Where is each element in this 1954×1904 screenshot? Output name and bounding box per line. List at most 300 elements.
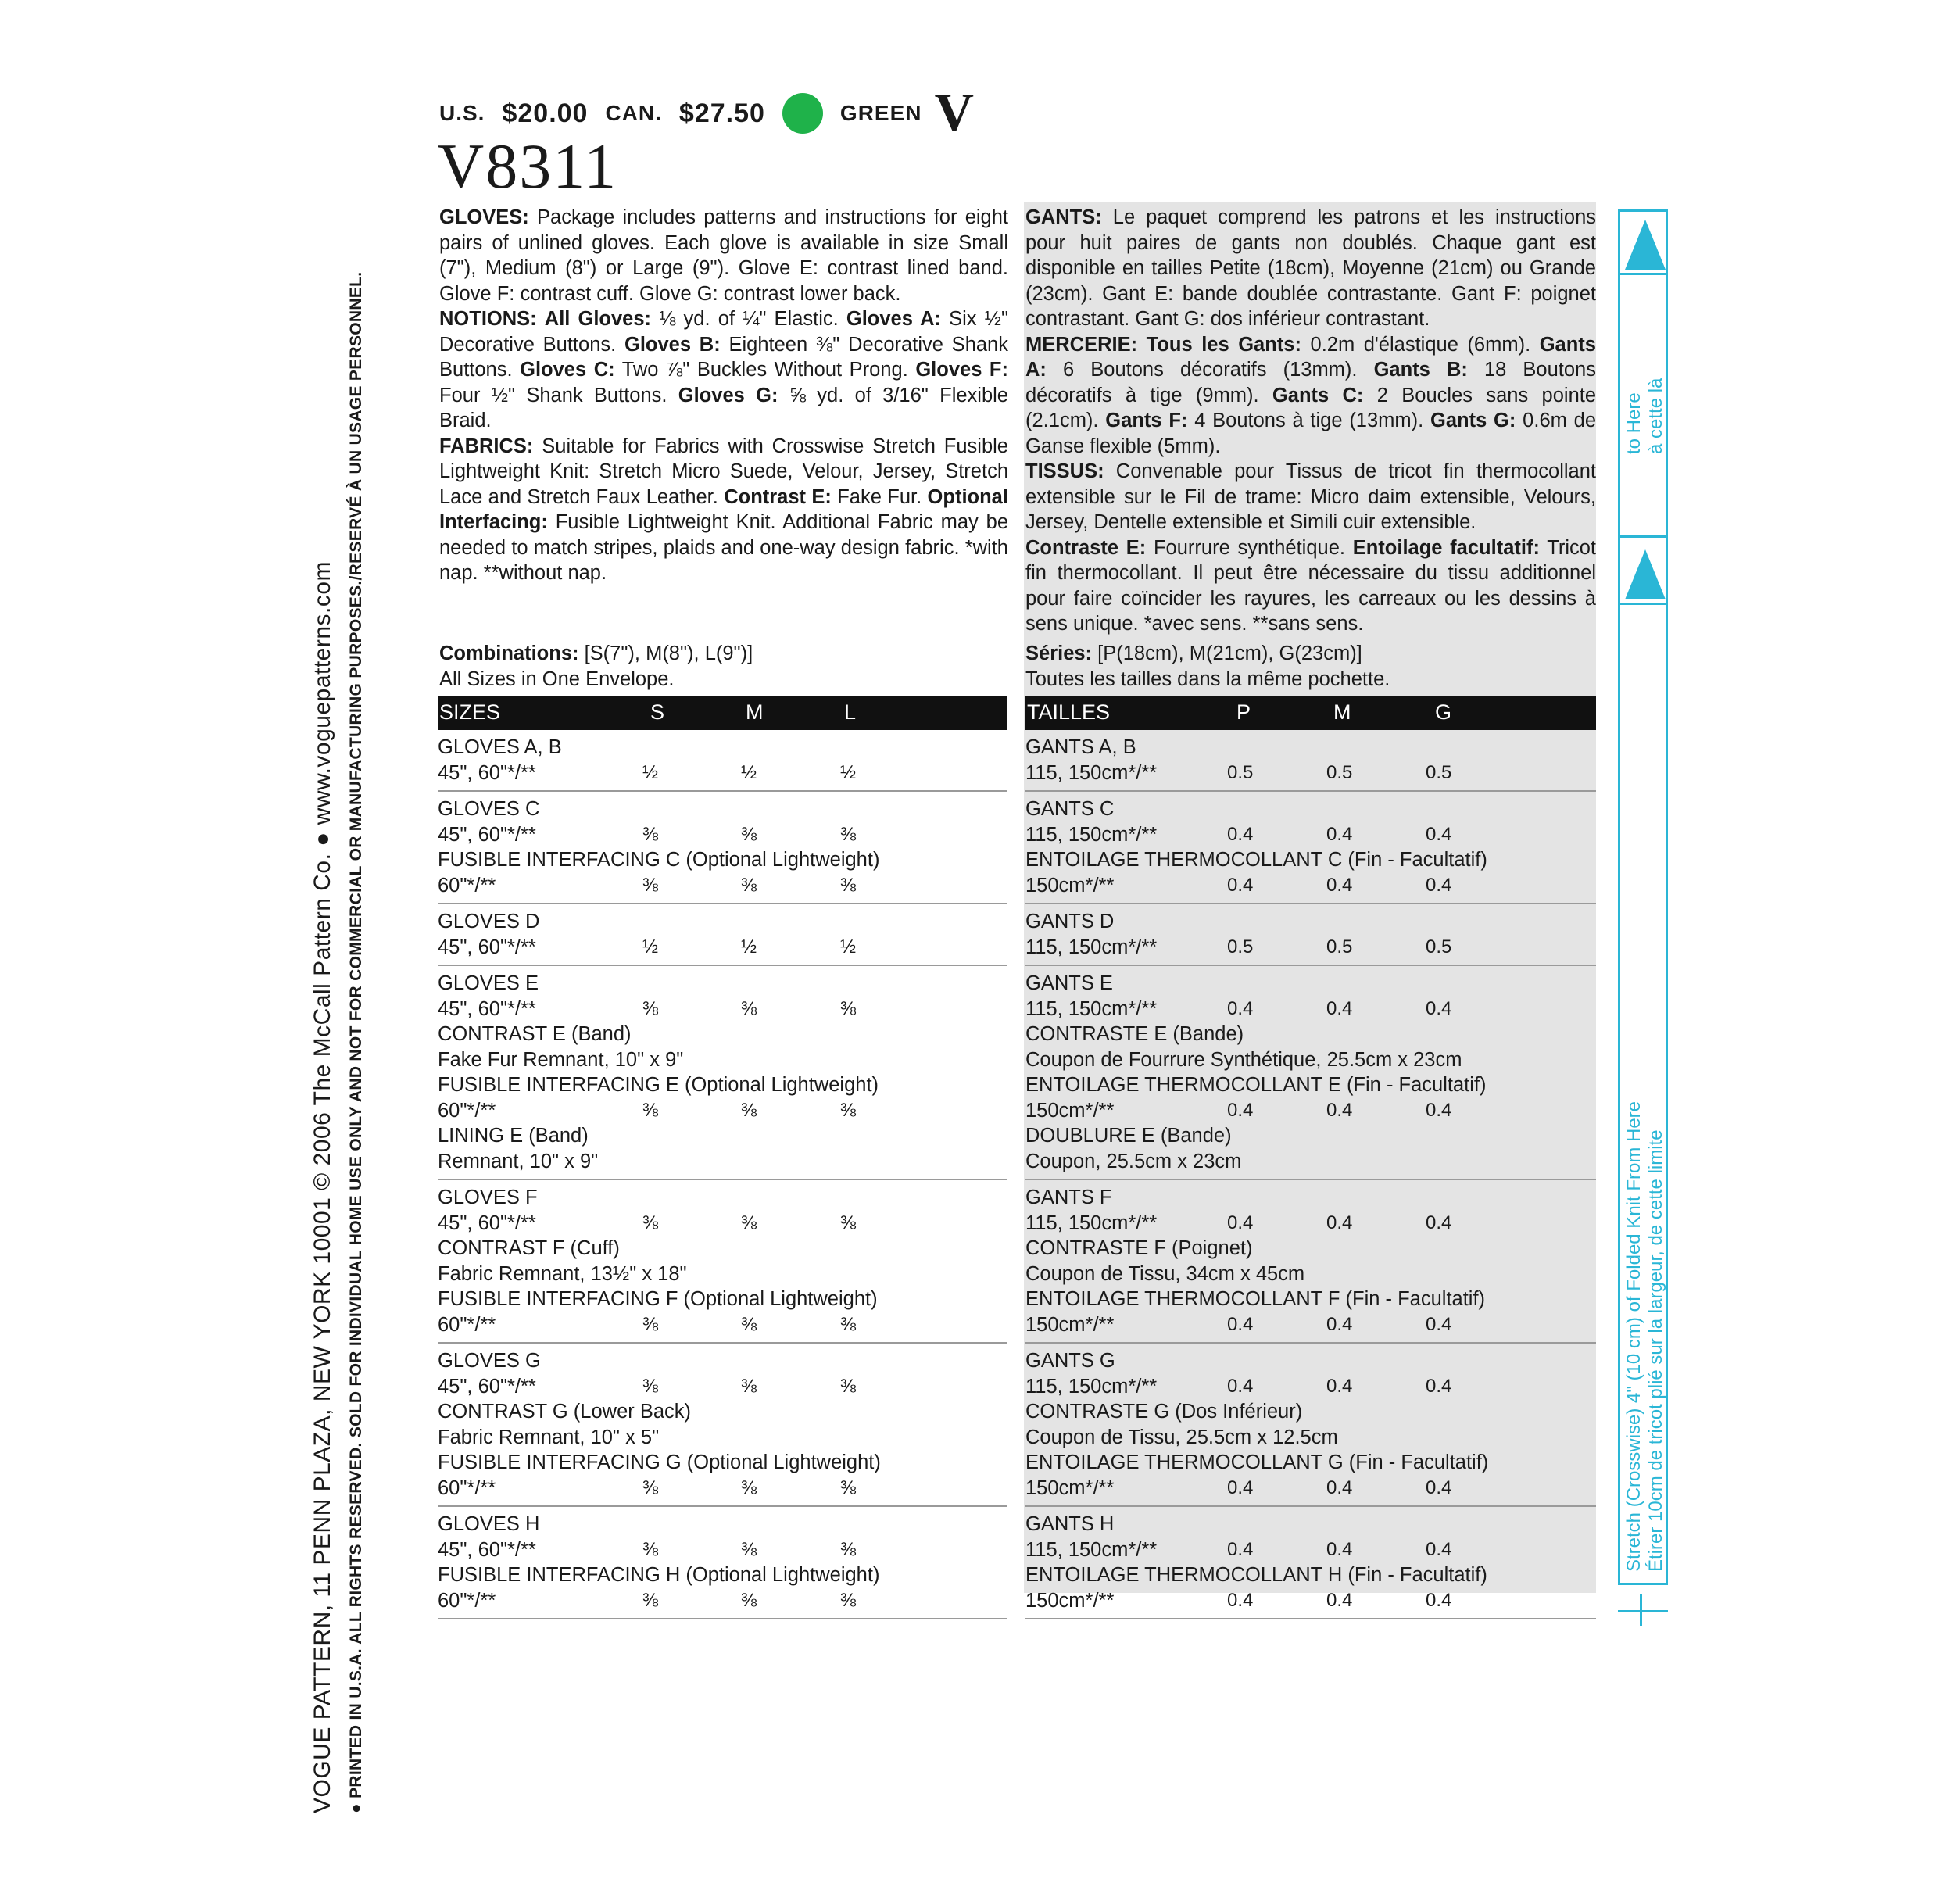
table-row [438,1374,1007,1400]
gauge-top-en: to Here [1623,392,1644,454]
table-row [438,1047,1007,1073]
fabrics-label: FABRICS: [439,435,534,457]
table-row [438,1450,1007,1476]
row-value: 0.5 [1227,936,1254,957]
row-value: ⅜ [840,874,857,896]
row-value: 0.4 [1326,1099,1353,1121]
mercerie-all: 0.2m d'élastique (6mm). [1310,333,1531,356]
gauge-main-en: Stretch (Crosswise) 4" (10 cm) of Folded Knit From Here [1623,1101,1644,1572]
row-value: ⅜ [642,1476,659,1498]
yardage-table-fr [1025,696,1596,1619]
table-row [438,1476,1007,1501]
table-row [438,1562,1007,1588]
table-row [438,1262,1007,1287]
gloves-text: Package includes patterns and instructions for eight pairs of unlined gloves. Each glove is available in size Small (7"), Medium (8") or Large (9"). Glove E: contrast lined band. Glove F: contrast cuff. Glove G: contrast lower back. [439,206,1008,305]
mercerie-all-label: Tous les Gants: [1146,333,1301,356]
table-header [438,696,1007,730]
row-value: ⅜ [741,1589,757,1611]
row-label: FUSIBLE INTERFACING E (Optional Lightweight) [438,1074,879,1096]
row-label: GLOVES G [438,1350,541,1372]
header-g: G [1435,700,1452,724]
row-label: 115, 150cm*/** [1025,761,1158,784]
row-label: ENTOILAGE THERMOCOLLANT E (Fin - Facultatif) [1025,1074,1487,1096]
table-row [438,1185,1007,1211]
row-value: 0.4 [1326,1476,1353,1498]
notions-g-label: Gloves G: [678,384,778,406]
row-value: 0.4 [1227,1099,1254,1121]
mercerie-g: 0.6m de Ganse flexible (5mm). [1025,410,1596,457]
mercerie-b: 18 Boutons décoratifs à tige (9mm). [1025,359,1596,406]
table-group [1025,730,1596,792]
combinations-label: Combinations: [439,642,579,664]
table-group [1025,1507,1596,1619]
row-value: 0.4 [1426,874,1452,896]
notions-g: ⅝ yd. of 3/16" Flexible Braid. [439,384,1008,431]
table-row [1025,1588,1596,1614]
notions-a-label: Gloves A: [846,308,941,330]
us-label: U.S. [439,101,485,125]
row-label: CONTRAST G (Lower Back) [438,1401,692,1423]
row-value: 0.4 [1326,1375,1353,1397]
table-row [1025,1072,1596,1098]
row-value: ⅜ [642,1313,659,1335]
table-row [438,935,1007,961]
gauge-end-mark [1640,1594,1642,1626]
notions-b: Eighteen ⅜" Decorative Shank Buttons. [439,333,1008,381]
row-label: Fabric Remnant, 13½" x 18" [438,1262,687,1285]
series-label: Séries: [1025,642,1093,664]
row-label: GLOVES H [438,1513,540,1535]
row-value: ½ [741,761,757,783]
row-label: ENTOILAGE THERMOCOLLANT C (Fin - Facultatif) [1025,849,1487,871]
row-label: CONTRASTE E (Bande) [1025,1023,1244,1045]
row-value: 0.5 [1227,761,1254,783]
table-row [438,847,1007,873]
row-value: 0.4 [1326,1211,1353,1233]
row-label: ENTOILAGE THERMOCOLLANT F (Fin - Facultatif) [1025,1288,1486,1310]
row-value: ⅜ [642,874,659,896]
mercerie-c: 2 Boucles sans pointe (2.1cm). [1025,384,1597,431]
row-value: 0.4 [1426,1589,1452,1611]
row-label: GANTS G [1025,1350,1115,1372]
row-label: 150cm*/** [1025,1099,1115,1122]
gants-text: Le paquet comprend les patrons et les instructions pour huit paires de gants non doublés. Chaque gant est disponible en tailles Petite (18cm), Moyenne (21cm) ou Grande (23cm). Gant E: bande doublée contrastante. Gant F: poignet contrastant. Gant G: dos inférieur contrastant. [1025,206,1597,330]
table-row [1025,1537,1596,1563]
row-label: 45", 60"*/** [438,997,536,1020]
row-value: ⅜ [840,823,857,845]
contrast-label: Contrast E: [724,485,832,508]
row-label: FUSIBLE INTERFACING F (Optional Lightweight) [438,1288,878,1310]
contraste-label: Contraste E: [1025,536,1147,559]
color-dot-icon [782,93,823,134]
row-label: GLOVES D [438,911,540,932]
row-value: ⅜ [741,1313,757,1335]
table-row [438,1312,1007,1338]
row-value: 0.4 [1227,1589,1254,1611]
row-label: GLOVES E [438,972,539,994]
row-value: ⅜ [642,1589,659,1611]
entoilage-label: Entoilage facultatif: [1352,536,1540,559]
row-label: 115, 150cm*/** [1025,936,1158,958]
row-label: 115, 150cm*/** [1025,1211,1158,1234]
table-group [438,730,1007,792]
notions-all-label: All Gloves: [544,308,652,330]
row-value: ⅜ [741,1375,757,1397]
gauge-end-mark [1618,1610,1668,1612]
row-label: GLOVES C [438,798,540,820]
table-row [1025,935,1596,961]
table-row [1025,1348,1596,1374]
table-group [438,966,1007,1180]
contraste-text: Fourrure synthétique. [1153,536,1345,559]
table-row [438,1512,1007,1537]
table-row [1025,761,1596,786]
table-group [1025,904,1596,966]
row-label: GANTS H [1025,1513,1115,1535]
row-label: Fabric Remnant, 10" x 5" [438,1426,660,1448]
table-row [1025,1022,1596,1047]
table-header [1025,696,1596,730]
table-row [438,971,1007,997]
table-row [1025,1287,1596,1312]
header-s: S [650,700,665,724]
table-row [1025,1425,1596,1451]
row-value: 0.4 [1227,823,1254,845]
notions-b-label: Gloves B: [624,333,721,356]
row-label: 45", 60"*/** [438,823,536,846]
envelope-text-fr: Toutes les tailles dans la même pochette. [1025,668,1390,690]
mercerie-c-label: Gants C: [1272,384,1364,406]
table-group [1025,792,1596,904]
table-row [438,1236,1007,1262]
row-value: 0.5 [1326,936,1353,957]
mercerie-a: 6 Boutons décoratifs (13mm). [1063,359,1358,381]
table-row [1025,822,1596,848]
table-row [438,1149,1007,1175]
row-value: 0.4 [1326,874,1353,896]
table-row [1025,1047,1596,1073]
header-l: L [844,700,857,724]
row-label: CONTRASTE G (Dos Inférieur) [1025,1401,1303,1423]
gauge-main-text [1623,1101,1667,1572]
row-value: 0.4 [1227,1313,1254,1335]
row-value: 0.4 [1326,1538,1353,1560]
row-value: ⅜ [840,997,857,1019]
table-group [438,1344,1007,1507]
row-label: 115, 150cm*/** [1025,823,1158,846]
pattern-number: V8311 [438,131,618,202]
row-value: ⅜ [741,1476,757,1498]
table-row [438,1211,1007,1237]
row-value: ½ [642,761,659,783]
header-m: M [746,700,764,724]
table-row [1025,1262,1596,1287]
row-value: 0.4 [1326,1589,1353,1611]
table-row [1025,1098,1596,1124]
row-value: ½ [840,761,857,783]
combinations-en [439,641,753,693]
side-text [295,199,381,1813]
row-label: 45", 60"*/** [438,1375,536,1398]
row-label: ENTOILAGE THERMOCOLLANT G (Fin - Facultatif) [1025,1451,1489,1473]
row-label: LINING E (Band) [438,1125,589,1147]
row-value: 0.4 [1426,1099,1452,1121]
entoilage-text: Tricot fin thermocollant. Il peut être nécessaire du tissu additionnel pour faire coïncider les rayures, les carreaux ou les dessins à sens unique. *avec sens. **sans sens. [1025,536,1597,635]
row-value: 0.5 [1426,761,1452,783]
table-row [1025,971,1596,997]
us-price: $20.00 [502,98,589,128]
table-row [438,1537,1007,1563]
row-value: 0.4 [1227,997,1254,1019]
notions-c: Two ⅞" Buckles Without Prong. [621,359,908,381]
row-label: ENTOILAGE THERMOCOLLANT H (Fin - Facultatif) [1025,1564,1487,1586]
row-label: DOUBLURE E (Bande) [1025,1125,1232,1147]
mercerie-f-label: Gants F: [1105,410,1188,431]
table-row [1025,796,1596,822]
row-value: ⅜ [840,1211,857,1233]
row-label: 45", 60"*/** [438,1211,536,1234]
row-value: 0.4 [1227,1476,1254,1498]
table-row [1025,1399,1596,1425]
row-label: Fake Fur Remnant, 10" x 9" [438,1048,684,1071]
interfacing-text: Fusible Lightweight Knit. Additional Fabric may be needed to match stripes, plaids and one-way design fabric. *with nap. **without nap. [439,511,1009,584]
table-row [1025,1211,1596,1237]
table-row [1025,1562,1596,1588]
row-value: 0.4 [1326,823,1353,845]
table-row [1025,873,1596,899]
combinations-text: [S(7"), M(8"), L(9")] [584,642,753,664]
row-value: ⅜ [741,823,757,845]
row-value: ⅜ [840,1589,857,1611]
row-label: 115, 150cm*/** [1025,997,1158,1020]
row-value: ⅜ [642,1538,659,1560]
row-value: ⅜ [840,1099,857,1121]
table-row [438,1072,1007,1098]
contrast-text: Fake Fur. [837,485,922,508]
row-value: ½ [840,936,857,957]
notions-all: ⅛ yd. of ¼" Elastic. [659,308,839,330]
row-label: GLOVES F [438,1186,538,1208]
row-value: ⅜ [840,1476,857,1498]
row-label: CONTRAST E (Band) [438,1023,632,1045]
row-value: ⅜ [840,1313,857,1335]
row-value: 0.4 [1227,1538,1254,1560]
row-label: Coupon de Tissu, 25.5cm x 12.5cm [1025,1426,1338,1448]
notions-a: Six ½" Decorative Buttons. [439,308,1008,356]
table-row [438,1287,1007,1312]
row-value: 0.4 [1227,1211,1254,1233]
side-rights: ● PRINTED IN U.S.A. ALL RIGHTS RESERVED. SOLD FOR INDIVIDUAL HOME USE ONLY AND NOT FOR COMMERCIAL OR MANUFACTURING PURPOSES./RESERVÉ À UN USAGE PERSONNEL. [347,271,365,1813]
arrow-up-icon [1625,220,1666,270]
vogue-logo: V [934,83,975,143]
row-value: ⅜ [741,874,757,896]
mercerie-b-label: Gants B: [1373,359,1468,381]
table-row [1025,1149,1596,1175]
row-label: 45", 60"*/** [438,936,536,958]
row-value: ⅜ [840,1538,857,1560]
row-value: 0.4 [1227,874,1254,896]
table-group [438,904,1007,966]
side-address: VOGUE PATTERN, 11 PENN PLAZA, NEW YORK 10001 © 2006 The McCall Pattern Co. ● www.voguepatterns.com [310,560,335,1813]
table-row [1025,1236,1596,1262]
row-label: CONTRASTE F (Poignet) [1025,1237,1253,1259]
row-label: GLOVES A, B [438,736,562,758]
table-group [1025,966,1596,1180]
row-label: GANTS A, B [1025,736,1136,758]
header-m: M [1333,700,1351,724]
table-row [438,1588,1007,1614]
row-value: 0.4 [1426,823,1452,845]
yardage-table-en [438,696,1007,1619]
header-p: P [1236,700,1251,724]
row-value: ½ [741,936,757,957]
row-value: 0.5 [1326,761,1353,783]
stretch-gauge [1618,209,1668,1585]
table-row [1025,1374,1596,1400]
table-row [438,822,1007,848]
table-row [438,1399,1007,1425]
table-row [1025,997,1596,1022]
row-value: 0.4 [1326,997,1353,1019]
notions-f: Four ½" Shank Buttons. [439,384,667,406]
table-row [1025,1123,1596,1149]
gauge-divider [1620,603,1666,605]
row-label: Coupon de Tissu, 34cm x 45cm [1025,1262,1305,1285]
row-label: CONTRAST F (Cuff) [438,1237,620,1259]
header-sizes: SIZES [439,700,501,724]
row-label: 60"*/** [438,1099,496,1122]
mercerie-f: 4 Boutons à tige (13mm). [1194,410,1424,431]
row-value: ⅜ [741,1099,757,1121]
fabrics-text: Suitable for Fabrics with Crosswise Stretch Fusible Lightweight Knit: Stretch Micro Suede, Velour, Jersey, Stretch Lace and Stretch Faux Leather. [439,435,1008,508]
row-label: 60"*/** [438,1476,496,1499]
gauge-top-text [1623,378,1667,454]
row-label: 115, 150cm*/** [1025,1375,1158,1398]
row-label: 150cm*/** [1025,874,1115,897]
row-value: ⅜ [642,1375,659,1397]
row-value: 0.4 [1426,1313,1452,1335]
table-row [1025,1476,1596,1501]
gauge-top-fr: à cette là [1645,378,1666,454]
row-value: 0.4 [1426,1211,1452,1233]
mercerie-g-label: Gants G: [1430,410,1516,431]
table-group [1025,1344,1596,1507]
row-label: 45", 60"*/** [438,761,536,784]
table-group [438,792,1007,904]
table-group [438,1180,1007,1344]
envelope-text: All Sizes in One Envelope. [439,668,675,690]
interfacing-label: Optional Interfacing: [439,485,1008,533]
table-row [438,1098,1007,1124]
gloves-label: GLOVES: [439,206,529,228]
table-row [1025,735,1596,761]
row-label: GANTS D [1025,911,1115,932]
row-value: ⅜ [642,1099,659,1121]
row-label: 150cm*/** [1025,1313,1115,1336]
row-value: ⅜ [642,1211,659,1233]
table-row [438,1425,1007,1451]
row-label: GANTS E [1025,972,1113,994]
tissus-text: Convenable pour Tissus de tricot fin thermocollant extensible sur le Fil de trame: Micro daim extensible, Velours, Jersey, Dentelle extensible et Simili cuir extensible. [1025,460,1596,533]
row-label: 45", 60"*/** [438,1538,536,1561]
row-label: Remnant, 10" x 9" [438,1150,599,1172]
table-row [438,1348,1007,1374]
table-row [1025,847,1596,873]
row-value: 0.4 [1426,1375,1452,1397]
can-label: CAN. [605,101,662,125]
notions-c-label: Gloves C: [520,359,615,381]
series-text: [P(18cm), M(21cm), G(23cm)] [1097,642,1362,664]
row-label: Coupon de Fourrure Synthétique, 25.5cm x 23cm [1025,1048,1462,1071]
row-value: 0.4 [1326,1313,1353,1335]
color-name: GREEN [839,101,922,125]
tissus-label: TISSUS: [1025,460,1104,482]
table-row [1025,909,1596,935]
table-row [438,997,1007,1022]
row-label: Coupon, 25.5cm x 23cm [1025,1150,1242,1172]
combinations-fr [1025,641,1390,693]
gauge-main-fr: Étirer 10cm de tricot plié sur la largeur, de cette limite [1645,1129,1666,1572]
table-row [1025,1185,1596,1211]
table-row [438,735,1007,761]
row-value: 0.4 [1426,1476,1452,1498]
table-row [1025,1450,1596,1476]
table-row [438,1123,1007,1149]
row-value: 0.4 [1426,997,1452,1019]
row-value: ⅜ [741,1211,757,1233]
row-value: ⅜ [840,1375,857,1397]
french-description [1025,205,1596,637]
row-value: ⅜ [741,1538,757,1560]
row-label: GANTS F [1025,1186,1112,1208]
notions-label: NOTIONS: [439,308,537,330]
row-value: 0.4 [1426,1538,1452,1560]
table-row [438,909,1007,935]
table-row [1025,1512,1596,1537]
mercerie-a-label: Gants A: [1025,333,1596,381]
can-price: $27.50 [678,98,765,128]
notions-f-label: Gloves F: [915,359,1008,381]
arrow-up-icon [1625,549,1666,599]
row-label: 150cm*/** [1025,1589,1115,1612]
english-description [439,205,1008,586]
row-label: FUSIBLE INTERFACING C (Optional Lightweight) [438,849,880,871]
mercerie-label: MERCERIE: [1025,333,1138,356]
row-label: GANTS C [1025,798,1115,820]
table-group [1025,1180,1596,1344]
row-label: 60"*/** [438,874,496,897]
row-label: 60"*/** [438,1589,496,1612]
row-label: FUSIBLE INTERFACING H (Optional Lightweight) [438,1564,880,1586]
header-tailles: TAILLES [1027,700,1111,724]
row-label: 150cm*/** [1025,1476,1115,1499]
table-row [438,796,1007,822]
row-value: ½ [642,936,659,957]
row-value: ⅜ [642,997,659,1019]
table-row [438,873,1007,899]
table-row [1025,1312,1596,1338]
row-label: 60"*/** [438,1313,496,1336]
row-value: 0.5 [1426,936,1452,957]
row-value: ⅜ [741,997,757,1019]
row-label: 115, 150cm*/** [1025,1538,1158,1561]
table-row [438,761,1007,786]
gauge-divider [1620,273,1666,275]
row-label: FUSIBLE INTERFACING G (Optional Lightweight) [438,1451,881,1473]
row-value: 0.4 [1227,1375,1254,1397]
table-row [438,1022,1007,1047]
row-value: ⅜ [642,823,659,845]
